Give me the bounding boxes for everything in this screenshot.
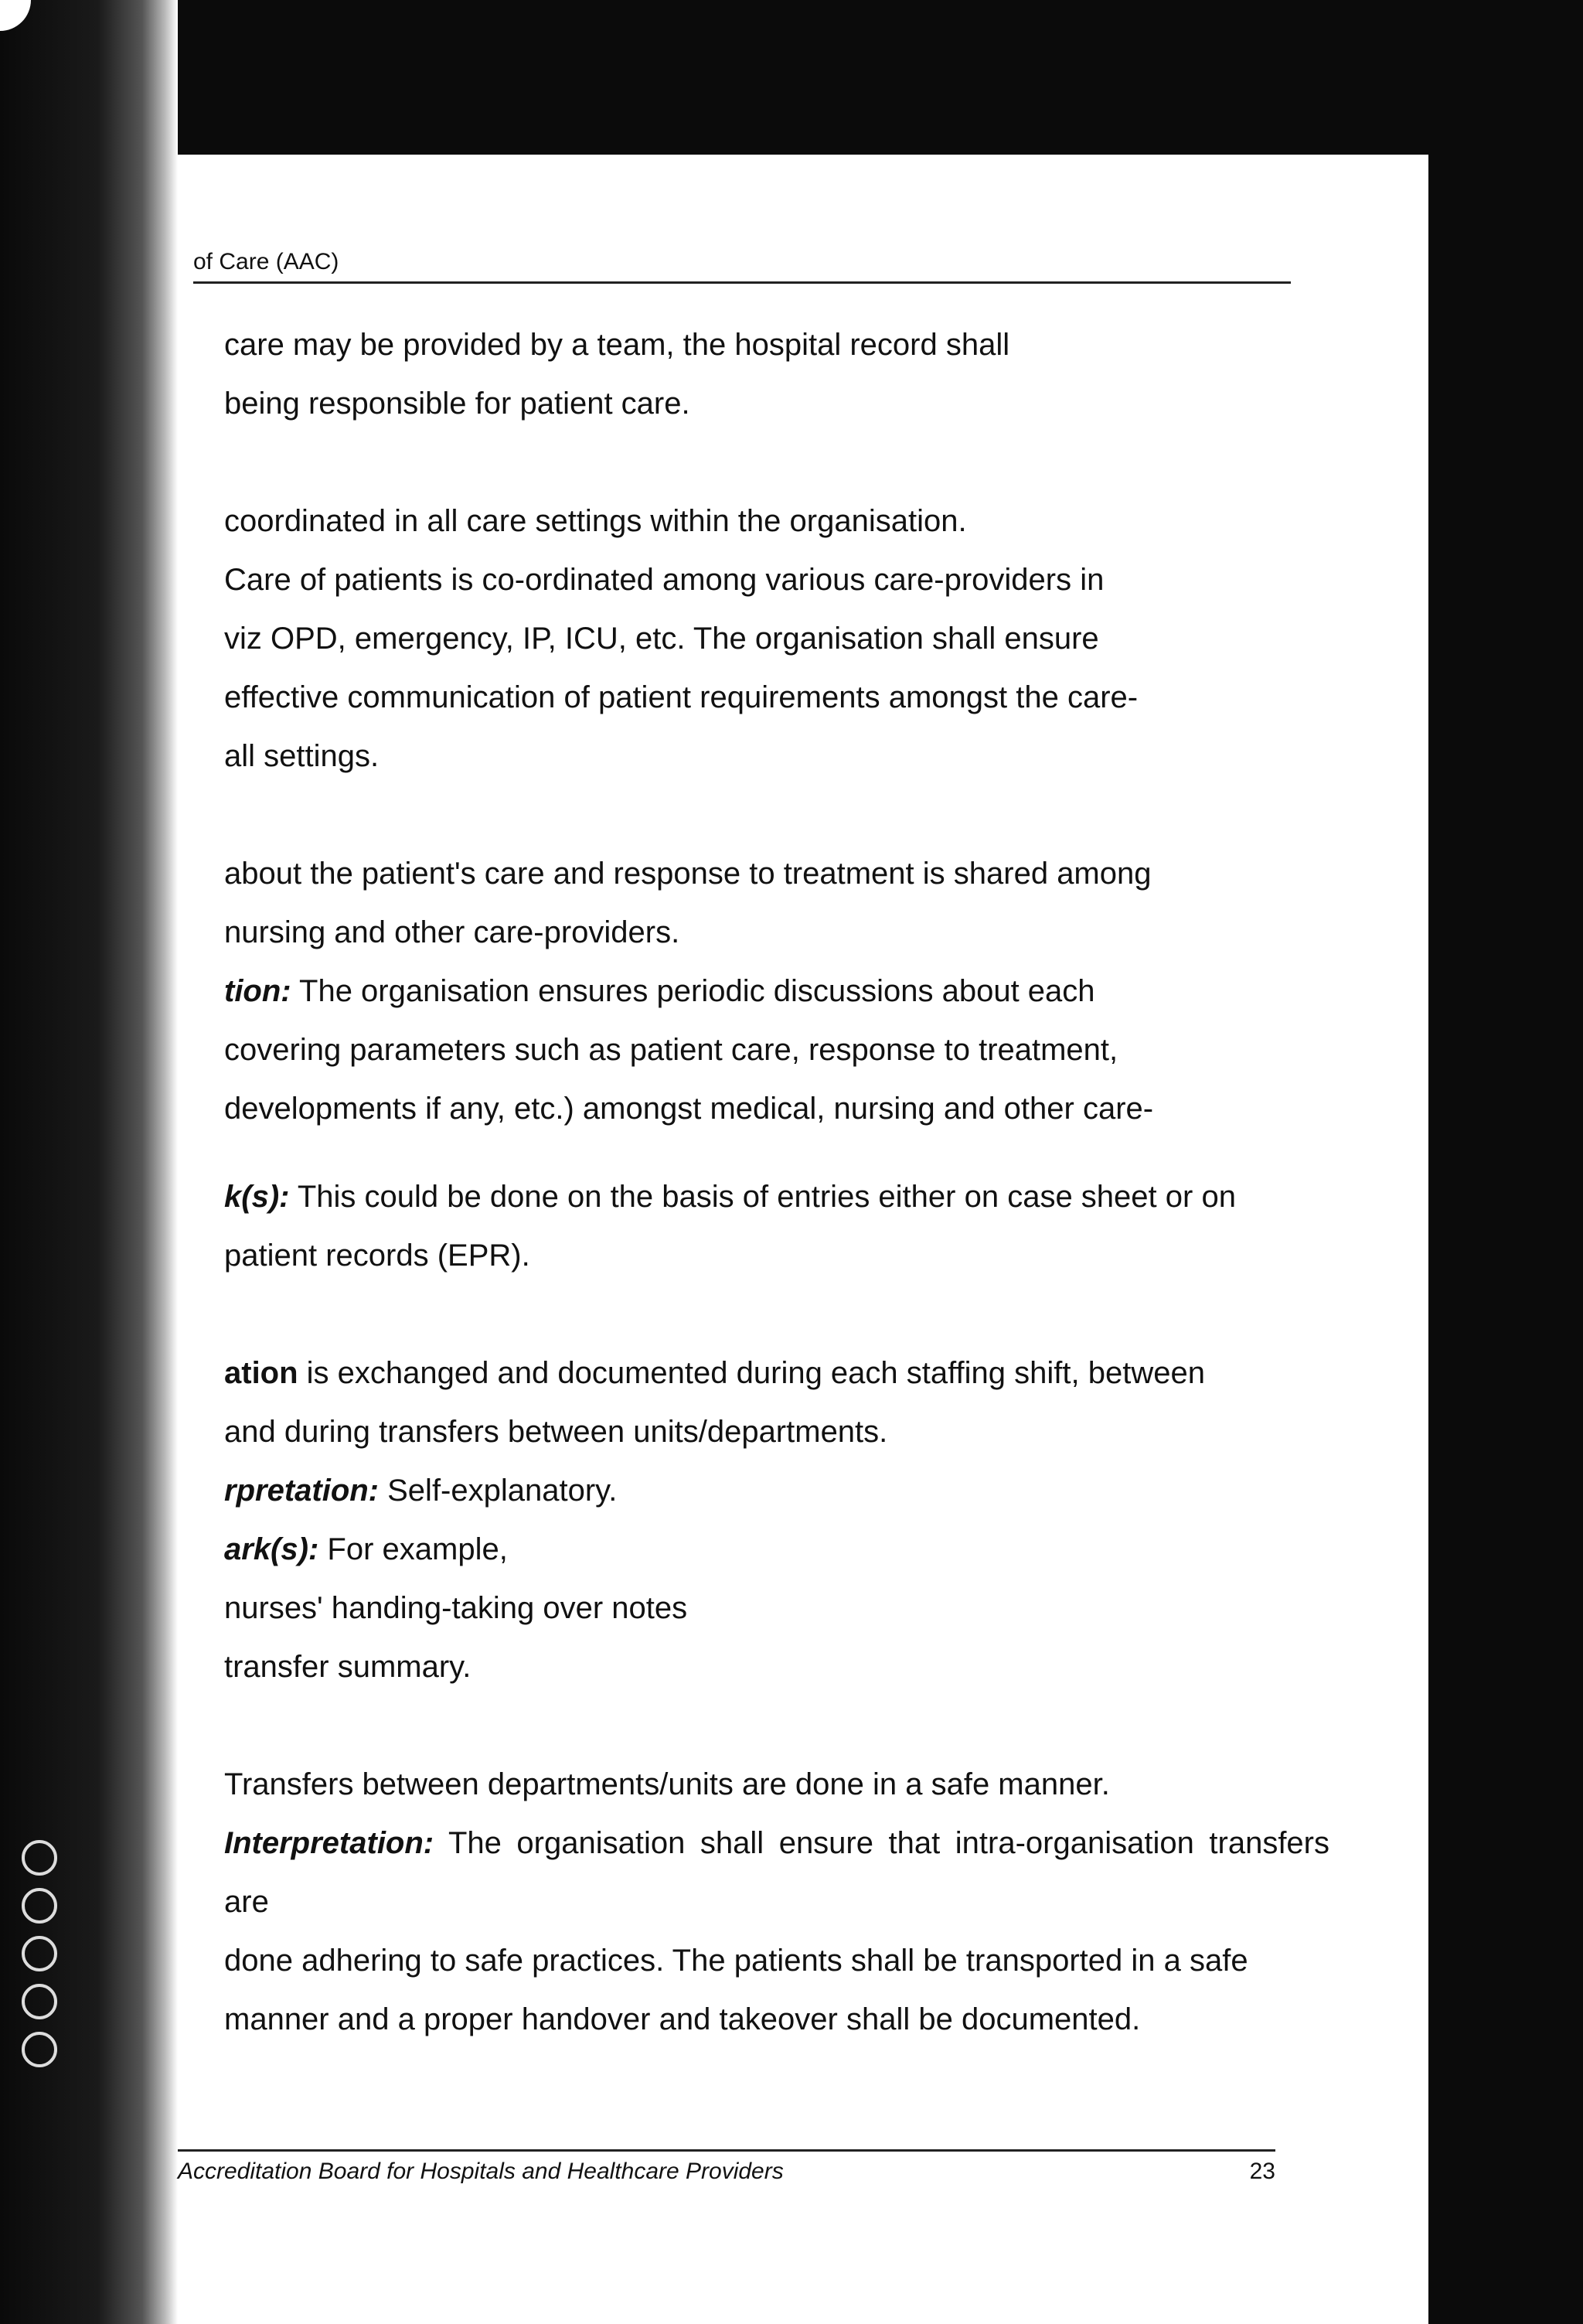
label-interpretation: Interpretation:: [224, 1826, 434, 1860]
text-line: effective communication of patient requirements amongst the care-: [224, 680, 1139, 714]
text-line: manner and a proper handover and takeover shall be documented.: [224, 2002, 1141, 2036]
text-line: about the patient's care and response to treatment is shared among: [224, 857, 1152, 891]
footer-publisher: Accreditation Board for Hospitals and Healthcare Providers: [178, 2159, 784, 2184]
text-line: Interpretation: The organisation shall ensure that intra-organisation transfers are: [224, 1826, 1330, 1919]
text-line: being responsible for patient care.: [224, 387, 690, 421]
document-page: [178, 155, 1428, 2324]
binding-rings: [22, 1840, 68, 2080]
running-header: of Care (AAC): [193, 249, 1291, 284]
text-line: done adhering to safe practices. The patients shall be transported in a safe: [224, 1944, 1248, 1978]
body-text: [224, 315, 1329, 2049]
label-ation: ation: [224, 1356, 298, 1390]
page-footer: [178, 2159, 1275, 2185]
scan-border-top: [0, 0, 1583, 155]
text-line: coordinated in all care settings within the organisation.: [224, 504, 967, 538]
binding-ring-icon: [22, 1888, 57, 1924]
scan-border-right: [1428, 0, 1583, 2324]
binding-ring-icon: [22, 1936, 57, 1971]
text-line: and during transfers between units/departments.: [224, 1415, 888, 1449]
text-line: tion: The organisation ensures periodic discussions about each: [224, 974, 1095, 1008]
text-line: ark(s): For example,: [224, 1532, 508, 1566]
text-line: viz OPD, emergency, IP, ICU, etc. The organisation shall ensure: [224, 622, 1099, 656]
text-line: Transfers between departments/units are done in a safe manner.: [224, 1767, 1110, 1801]
label-interpretation: rpretation:: [224, 1474, 379, 1508]
binding-ring-icon: [22, 1840, 57, 1876]
text-line: patient records (EPR).: [224, 1239, 530, 1273]
binding-ring-icon: [22, 2032, 57, 2067]
list-item: transfer summary.: [224, 1650, 471, 1684]
text-line: developments if any, etc.) amongst medical, nursing and other care-: [224, 1092, 1154, 1126]
binding-ring-icon: [22, 1984, 57, 2019]
text-line: nursing and other care-providers.: [224, 915, 680, 949]
text-line: care may be provided by a team, the hospital record shall: [224, 328, 1010, 362]
footer-rule: [178, 2149, 1275, 2152]
text-line: k(s): This could be done on the basis of entries either on case sheet or on: [224, 1180, 1236, 1214]
text-line: Care of patients is co-ordinated among various care-providers in: [224, 563, 1105, 597]
text-line: ation is exchanged and documented during each staffing shift, between: [224, 1356, 1205, 1390]
label-remarks: k(s):: [224, 1180, 290, 1214]
text-line: covering parameters such as patient care, response to treatment,: [224, 1033, 1118, 1067]
list-item: nurses' handing-taking over notes: [224, 1591, 688, 1625]
text-line: rpretation: Self-explanatory.: [224, 1474, 618, 1508]
text-line: all settings.: [224, 739, 380, 773]
page-number: 23: [1249, 2159, 1275, 2184]
label-remarks: ark(s):: [224, 1532, 319, 1566]
label-interpretation: tion:: [224, 974, 291, 1008]
